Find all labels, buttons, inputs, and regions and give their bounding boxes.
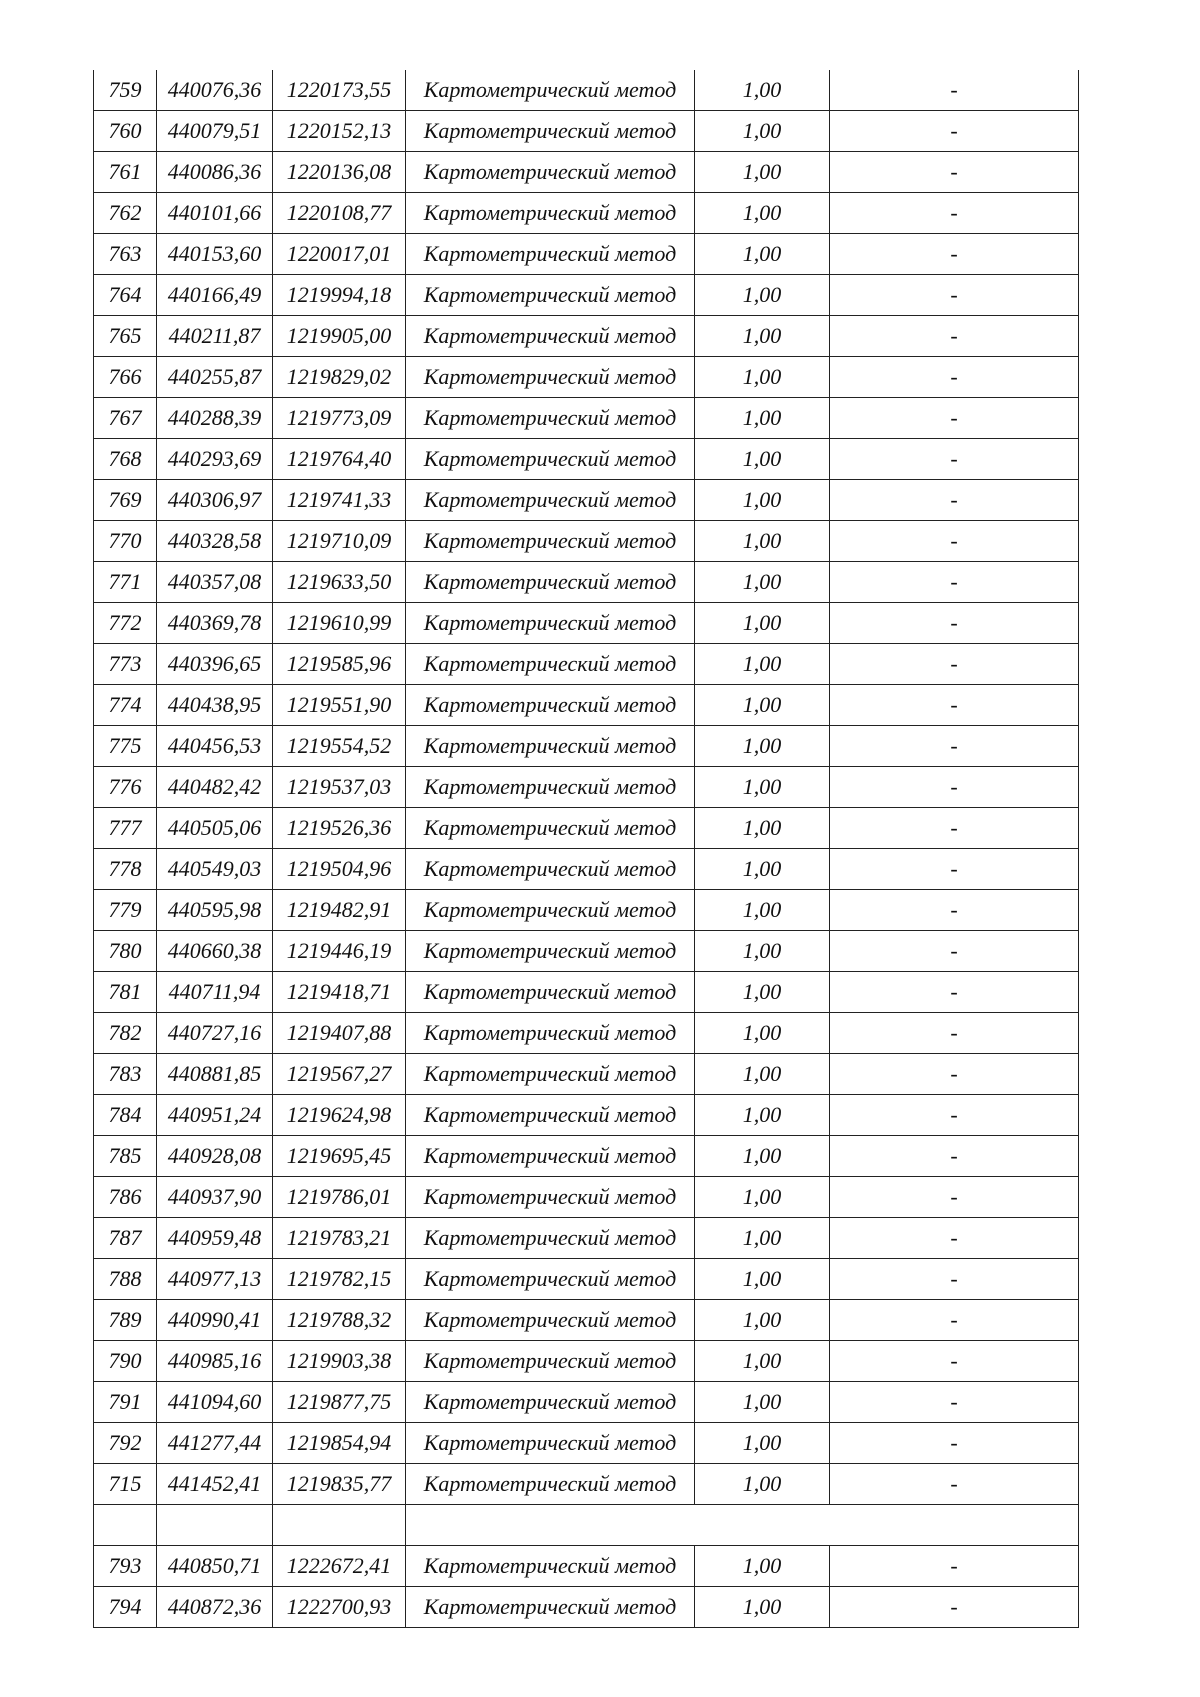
table-row xyxy=(94,972,1079,1013)
method-cell: Картометрический метод xyxy=(406,275,695,316)
point-number-cell: 781 xyxy=(94,972,157,1013)
table-row xyxy=(94,275,1079,316)
table-row xyxy=(94,1259,1079,1300)
x-coordinate-cell: 440850,71 xyxy=(157,1546,273,1587)
accuracy-cell: 1,00 xyxy=(695,1013,830,1054)
y-coordinate-cell: 1219854,94 xyxy=(273,1423,406,1464)
accuracy-cell: 1,00 xyxy=(695,644,830,685)
accuracy-cell: 1,00 xyxy=(695,767,830,808)
method-cell: Картометрический метод xyxy=(406,1382,695,1423)
x-coordinate-cell: 440482,42 xyxy=(157,767,273,808)
y-coordinate-cell: 1219610,99 xyxy=(273,603,406,644)
point-number-cell: 771 xyxy=(94,562,157,603)
y-coordinate-cell: 1219829,02 xyxy=(273,357,406,398)
y-coordinate-cell: 1219905,00 xyxy=(273,316,406,357)
accuracy-cell: 1,00 xyxy=(695,1341,830,1382)
accuracy-cell: 1,00 xyxy=(695,70,830,111)
point-number-cell: 767 xyxy=(94,398,157,439)
method-cell: Картометрический метод xyxy=(406,357,695,398)
method-cell: Картометрический метод xyxy=(406,1587,695,1628)
x-coordinate-cell: 441452,41 xyxy=(157,1464,273,1505)
point-number-cell: 778 xyxy=(94,849,157,890)
y-coordinate-cell: 1219877,75 xyxy=(273,1382,406,1423)
method-cell: Картометрический метод xyxy=(406,890,695,931)
point-number-cell: 775 xyxy=(94,726,157,767)
point-number-cell: 792 xyxy=(94,1423,157,1464)
description-cell: - xyxy=(830,70,1079,111)
point-number-cell: 765 xyxy=(94,316,157,357)
method-cell: Картометрический метод xyxy=(406,849,695,890)
x-coordinate-cell: 440369,78 xyxy=(157,603,273,644)
y-coordinate-cell: 1220173,55 xyxy=(273,70,406,111)
table-row xyxy=(94,1177,1079,1218)
accuracy-cell: 1,00 xyxy=(695,1423,830,1464)
description-cell: - xyxy=(830,1259,1079,1300)
accuracy-cell: 1,00 xyxy=(695,1300,830,1341)
x-coordinate-cell: 440357,08 xyxy=(157,562,273,603)
description-cell: - xyxy=(830,767,1079,808)
point-number-cell: 764 xyxy=(94,275,157,316)
accuracy-cell: 1,00 xyxy=(695,1095,830,1136)
table-row xyxy=(94,890,1079,931)
y-coordinate-cell: 1219695,45 xyxy=(273,1136,406,1177)
description-cell: - xyxy=(830,234,1079,275)
x-coordinate-cell: 440328,58 xyxy=(157,521,273,562)
table-row xyxy=(94,1382,1079,1423)
x-coordinate-cell: 440086,36 xyxy=(157,152,273,193)
y-coordinate-cell: 1219710,09 xyxy=(273,521,406,562)
description-cell: - xyxy=(830,603,1079,644)
empty-cell xyxy=(157,1505,273,1546)
point-number-cell: 789 xyxy=(94,1300,157,1341)
x-coordinate-cell: 440872,36 xyxy=(157,1587,273,1628)
method-cell: Картометрический метод xyxy=(406,193,695,234)
table-row xyxy=(94,439,1079,480)
point-number-cell: 715 xyxy=(94,1464,157,1505)
x-coordinate-cell: 440660,38 xyxy=(157,931,273,972)
point-number-cell: 776 xyxy=(94,767,157,808)
table-row xyxy=(94,1136,1079,1177)
description-cell: - xyxy=(830,316,1079,357)
method-cell: Картометрический метод xyxy=(406,931,695,972)
description-cell: - xyxy=(830,398,1079,439)
y-coordinate-cell: 1219446,19 xyxy=(273,931,406,972)
y-coordinate-cell: 1219903,38 xyxy=(273,1341,406,1382)
method-cell: Картометрический метод xyxy=(406,1546,695,1587)
coordinates-table-body xyxy=(94,70,1079,1628)
y-coordinate-cell: 1219504,96 xyxy=(273,849,406,890)
y-coordinate-cell: 1219764,40 xyxy=(273,439,406,480)
x-coordinate-cell: 440881,85 xyxy=(157,1054,273,1095)
x-coordinate-cell: 440985,16 xyxy=(157,1341,273,1382)
empty-cell xyxy=(273,1505,406,1546)
point-number-cell: 785 xyxy=(94,1136,157,1177)
accuracy-cell: 1,00 xyxy=(695,1218,830,1259)
point-number-cell: 779 xyxy=(94,890,157,931)
description-cell: - xyxy=(830,1546,1079,1587)
description-cell: - xyxy=(830,357,1079,398)
table-row xyxy=(94,685,1079,726)
method-cell: Картометрический метод xyxy=(406,316,695,357)
table-row xyxy=(94,1423,1079,1464)
x-coordinate-cell: 440977,13 xyxy=(157,1259,273,1300)
table-row xyxy=(94,1095,1079,1136)
description-cell: - xyxy=(830,726,1079,767)
accuracy-cell: 1,00 xyxy=(695,152,830,193)
x-coordinate-cell: 440928,08 xyxy=(157,1136,273,1177)
x-coordinate-cell: 441277,44 xyxy=(157,1423,273,1464)
table-separator-row xyxy=(94,1505,1079,1546)
method-cell: Картометрический метод xyxy=(406,111,695,152)
description-cell: - xyxy=(830,193,1079,234)
x-coordinate-cell: 440727,16 xyxy=(157,1013,273,1054)
table-row xyxy=(94,316,1079,357)
method-cell: Картометрический метод xyxy=(406,972,695,1013)
description-cell: - xyxy=(830,439,1079,480)
description-cell: - xyxy=(830,972,1079,1013)
point-number-cell: 784 xyxy=(94,1095,157,1136)
accuracy-cell: 1,00 xyxy=(695,1546,830,1587)
method-cell: Картометрический метод xyxy=(406,1341,695,1382)
method-cell: Картометрический метод xyxy=(406,70,695,111)
x-coordinate-cell: 441094,60 xyxy=(157,1382,273,1423)
description-cell: - xyxy=(830,275,1079,316)
method-cell: Картометрический метод xyxy=(406,644,695,685)
accuracy-cell: 1,00 xyxy=(695,931,830,972)
method-cell: Картометрический метод xyxy=(406,562,695,603)
description-cell: - xyxy=(830,1423,1079,1464)
point-number-cell: 766 xyxy=(94,357,157,398)
y-coordinate-cell: 1220152,13 xyxy=(273,111,406,152)
empty-cell xyxy=(94,1505,157,1546)
point-number-cell: 786 xyxy=(94,1177,157,1218)
table-row xyxy=(94,931,1079,972)
table-row xyxy=(94,480,1079,521)
x-coordinate-cell: 440990,41 xyxy=(157,1300,273,1341)
x-coordinate-cell: 440595,98 xyxy=(157,890,273,931)
coordinates-table xyxy=(93,70,1079,1628)
accuracy-cell: 1,00 xyxy=(695,480,830,521)
accuracy-cell: 1,00 xyxy=(695,275,830,316)
method-cell: Картометрический метод xyxy=(406,521,695,562)
y-coordinate-cell: 1219551,90 xyxy=(273,685,406,726)
table-row xyxy=(94,1587,1079,1628)
accuracy-cell: 1,00 xyxy=(695,1136,830,1177)
x-coordinate-cell: 440101,66 xyxy=(157,193,273,234)
table-row xyxy=(94,111,1079,152)
point-number-cell: 774 xyxy=(94,685,157,726)
accuracy-cell: 1,00 xyxy=(695,562,830,603)
method-cell: Картометрический метод xyxy=(406,234,695,275)
description-cell: - xyxy=(830,890,1079,931)
x-coordinate-cell: 440951,24 xyxy=(157,1095,273,1136)
y-coordinate-cell: 1219783,21 xyxy=(273,1218,406,1259)
point-number-cell: 782 xyxy=(94,1013,157,1054)
description-cell: - xyxy=(830,1136,1079,1177)
method-cell: Картометрический метод xyxy=(406,1464,695,1505)
accuracy-cell: 1,00 xyxy=(695,1054,830,1095)
y-coordinate-cell: 1222700,93 xyxy=(273,1587,406,1628)
description-cell: - xyxy=(830,808,1079,849)
y-coordinate-cell: 1220017,01 xyxy=(273,234,406,275)
table-row xyxy=(94,357,1079,398)
description-cell: - xyxy=(830,685,1079,726)
point-number-cell: 794 xyxy=(94,1587,157,1628)
x-coordinate-cell: 440959,48 xyxy=(157,1218,273,1259)
x-coordinate-cell: 440211,87 xyxy=(157,316,273,357)
table-row xyxy=(94,193,1079,234)
table-row xyxy=(94,234,1079,275)
method-cell: Картометрический метод xyxy=(406,1054,695,1095)
y-coordinate-cell: 1219567,27 xyxy=(273,1054,406,1095)
description-cell: - xyxy=(830,1095,1079,1136)
table-row xyxy=(94,70,1079,111)
x-coordinate-cell: 440438,95 xyxy=(157,685,273,726)
point-number-cell: 761 xyxy=(94,152,157,193)
method-cell: Картометрический метод xyxy=(406,152,695,193)
table-row xyxy=(94,1054,1079,1095)
accuracy-cell: 1,00 xyxy=(695,234,830,275)
point-number-cell: 772 xyxy=(94,603,157,644)
accuracy-cell: 1,00 xyxy=(695,398,830,439)
accuracy-cell: 1,00 xyxy=(695,111,830,152)
point-number-cell: 768 xyxy=(94,439,157,480)
x-coordinate-cell: 440396,65 xyxy=(157,644,273,685)
x-coordinate-cell: 440505,06 xyxy=(157,808,273,849)
description-cell: - xyxy=(830,480,1079,521)
table-row xyxy=(94,849,1079,890)
y-coordinate-cell: 1219418,71 xyxy=(273,972,406,1013)
method-cell: Картометрический метод xyxy=(406,1300,695,1341)
table-row xyxy=(94,1546,1079,1587)
method-cell: Картометрический метод xyxy=(406,603,695,644)
accuracy-cell: 1,00 xyxy=(695,890,830,931)
accuracy-cell: 1,00 xyxy=(695,521,830,562)
accuracy-cell: 1,00 xyxy=(695,1177,830,1218)
accuracy-cell: 1,00 xyxy=(695,808,830,849)
y-coordinate-cell: 1222672,41 xyxy=(273,1546,406,1587)
accuracy-cell: 1,00 xyxy=(695,685,830,726)
description-cell: - xyxy=(830,1054,1079,1095)
y-coordinate-cell: 1219482,91 xyxy=(273,890,406,931)
point-number-cell: 793 xyxy=(94,1546,157,1587)
y-coordinate-cell: 1219537,03 xyxy=(273,767,406,808)
y-coordinate-cell: 1219554,52 xyxy=(273,726,406,767)
x-coordinate-cell: 440079,51 xyxy=(157,111,273,152)
y-coordinate-cell: 1219835,77 xyxy=(273,1464,406,1505)
description-cell: - xyxy=(830,1464,1079,1505)
y-coordinate-cell: 1219786,01 xyxy=(273,1177,406,1218)
point-number-cell: 791 xyxy=(94,1382,157,1423)
description-cell: - xyxy=(830,562,1079,603)
description-cell: - xyxy=(830,1341,1079,1382)
method-cell: Картометрический метод xyxy=(406,398,695,439)
description-cell: - xyxy=(830,111,1079,152)
x-coordinate-cell: 440306,97 xyxy=(157,480,273,521)
accuracy-cell: 1,00 xyxy=(695,603,830,644)
point-number-cell: 763 xyxy=(94,234,157,275)
y-coordinate-cell: 1219788,32 xyxy=(273,1300,406,1341)
accuracy-cell: 1,00 xyxy=(695,193,830,234)
table-row xyxy=(94,644,1079,685)
description-cell: - xyxy=(830,152,1079,193)
y-coordinate-cell: 1219407,88 xyxy=(273,1013,406,1054)
table-row xyxy=(94,152,1079,193)
description-cell: - xyxy=(830,644,1079,685)
y-coordinate-cell: 1219994,18 xyxy=(273,275,406,316)
x-coordinate-cell: 440288,39 xyxy=(157,398,273,439)
point-number-cell: 769 xyxy=(94,480,157,521)
table-row xyxy=(94,726,1079,767)
x-coordinate-cell: 440255,87 xyxy=(157,357,273,398)
x-coordinate-cell: 440153,60 xyxy=(157,234,273,275)
accuracy-cell: 1,00 xyxy=(695,849,830,890)
point-number-cell: 762 xyxy=(94,193,157,234)
x-coordinate-cell: 440937,90 xyxy=(157,1177,273,1218)
y-coordinate-cell: 1220136,08 xyxy=(273,152,406,193)
x-coordinate-cell: 440711,94 xyxy=(157,972,273,1013)
description-cell: - xyxy=(830,931,1079,972)
x-coordinate-cell: 440549,03 xyxy=(157,849,273,890)
point-number-cell: 770 xyxy=(94,521,157,562)
accuracy-cell: 1,00 xyxy=(695,726,830,767)
method-cell: Картометрический метод xyxy=(406,1259,695,1300)
description-cell: - xyxy=(830,1218,1079,1259)
table-row xyxy=(94,1218,1079,1259)
y-coordinate-cell: 1219773,09 xyxy=(273,398,406,439)
table-row xyxy=(94,1341,1079,1382)
point-number-cell: 788 xyxy=(94,1259,157,1300)
accuracy-cell: 1,00 xyxy=(695,316,830,357)
method-cell: Картометрический метод xyxy=(406,685,695,726)
method-cell: Картометрический метод xyxy=(406,1013,695,1054)
description-cell: - xyxy=(830,1177,1079,1218)
point-number-cell: 790 xyxy=(94,1341,157,1382)
point-number-cell: 787 xyxy=(94,1218,157,1259)
method-cell: Картометрический метод xyxy=(406,767,695,808)
point-number-cell: 783 xyxy=(94,1054,157,1095)
table-row xyxy=(94,603,1079,644)
description-cell: - xyxy=(830,1300,1079,1341)
point-number-cell: 759 xyxy=(94,70,157,111)
y-coordinate-cell: 1219624,98 xyxy=(273,1095,406,1136)
table-row xyxy=(94,1464,1079,1505)
point-number-cell: 780 xyxy=(94,931,157,972)
method-cell: Картометрический метод xyxy=(406,1423,695,1464)
method-cell: Картометрический метод xyxy=(406,480,695,521)
table-row xyxy=(94,767,1079,808)
method-cell: Картометрический метод xyxy=(406,726,695,767)
y-coordinate-cell: 1219741,33 xyxy=(273,480,406,521)
method-cell: Картометрический метод xyxy=(406,1177,695,1218)
method-cell: Картометрический метод xyxy=(406,1218,695,1259)
description-cell: - xyxy=(830,849,1079,890)
description-cell: - xyxy=(830,1382,1079,1423)
table-row xyxy=(94,562,1079,603)
description-cell: - xyxy=(830,1013,1079,1054)
x-coordinate-cell: 440166,49 xyxy=(157,275,273,316)
y-coordinate-cell: 1219782,15 xyxy=(273,1259,406,1300)
y-coordinate-cell: 1219633,50 xyxy=(273,562,406,603)
y-coordinate-cell: 1219526,36 xyxy=(273,808,406,849)
table-row xyxy=(94,1013,1079,1054)
method-cell: Картометрический метод xyxy=(406,808,695,849)
accuracy-cell: 1,00 xyxy=(695,1382,830,1423)
method-cell: Картометрический метод xyxy=(406,1136,695,1177)
table-row xyxy=(94,521,1079,562)
empty-cell xyxy=(406,1505,1079,1546)
description-cell: - xyxy=(830,521,1079,562)
y-coordinate-cell: 1219585,96 xyxy=(273,644,406,685)
x-coordinate-cell: 440293,69 xyxy=(157,439,273,480)
accuracy-cell: 1,00 xyxy=(695,357,830,398)
accuracy-cell: 1,00 xyxy=(695,439,830,480)
x-coordinate-cell: 440076,36 xyxy=(157,70,273,111)
y-coordinate-cell: 1220108,77 xyxy=(273,193,406,234)
accuracy-cell: 1,00 xyxy=(695,972,830,1013)
table-row xyxy=(94,398,1079,439)
accuracy-cell: 1,00 xyxy=(695,1587,830,1628)
point-number-cell: 777 xyxy=(94,808,157,849)
description-cell: - xyxy=(830,1587,1079,1628)
x-coordinate-cell: 440456,53 xyxy=(157,726,273,767)
table-row xyxy=(94,1300,1079,1341)
point-number-cell: 773 xyxy=(94,644,157,685)
table-row xyxy=(94,808,1079,849)
method-cell: Картометрический метод xyxy=(406,1095,695,1136)
accuracy-cell: 1,00 xyxy=(695,1259,830,1300)
method-cell: Картометрический метод xyxy=(406,439,695,480)
accuracy-cell: 1,00 xyxy=(695,1464,830,1505)
point-number-cell: 760 xyxy=(94,111,157,152)
